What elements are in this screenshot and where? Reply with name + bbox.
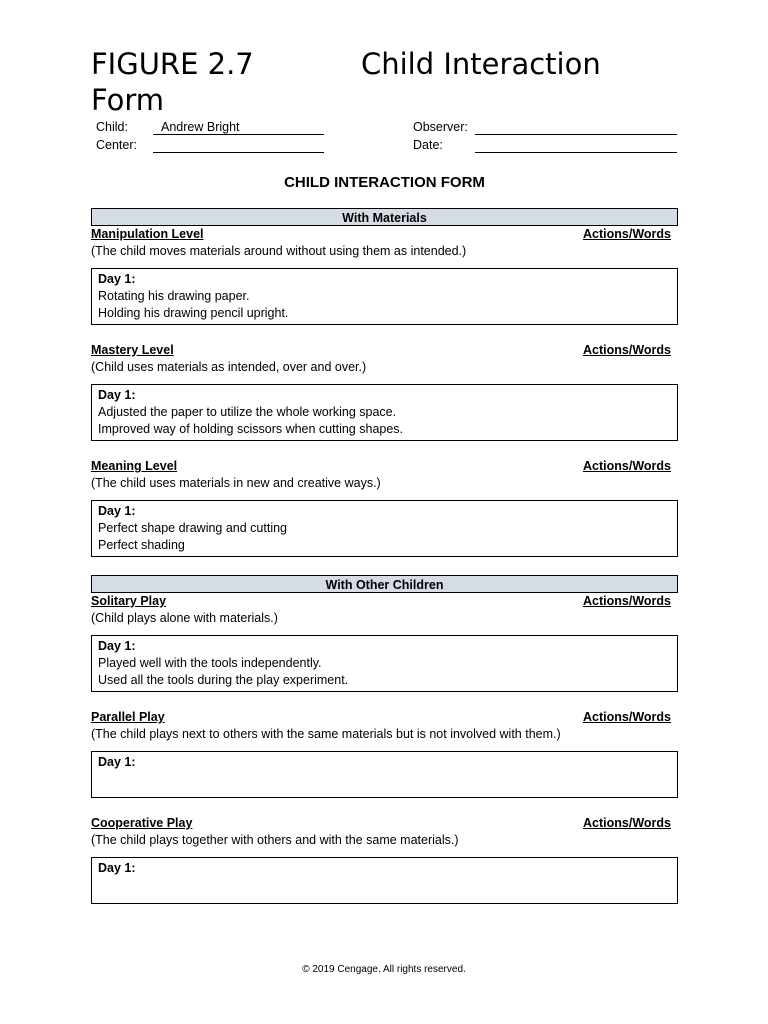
level-title: Meaning Level xyxy=(91,459,178,473)
actions-words-label: Actions/Words xyxy=(583,227,671,241)
center-field[interactable] xyxy=(153,138,324,153)
center-label: Center: xyxy=(96,138,137,152)
level-title: Manipulation Level xyxy=(91,227,204,241)
observation-box[interactable] xyxy=(91,384,678,441)
observer-field[interactable] xyxy=(475,120,677,135)
form-heading: CHILD INTERACTION FORM xyxy=(284,174,485,191)
level-title: Solitary Play xyxy=(91,594,167,608)
level-description: (Child uses materials as intended, over and over.) xyxy=(91,360,367,374)
level-title: Mastery Level xyxy=(91,343,174,357)
observer-label: Observer: xyxy=(413,120,468,134)
level-header xyxy=(91,458,678,475)
level-description: (The child plays next to others with the same materials but is not involved with them.) xyxy=(91,727,561,741)
actions-words-label: Actions/Words xyxy=(583,343,671,357)
figure-name: Child Interaction xyxy=(361,47,601,81)
form-page xyxy=(91,46,678,904)
section-bar: With Materials xyxy=(91,208,678,226)
day-label: Day 1: xyxy=(98,861,136,875)
level-description: (The child moves materials around without using them as intended.) xyxy=(91,244,467,258)
copyright-footer: © 2019 Cengage. All rights reserved. xyxy=(302,964,466,975)
level-title: Parallel Play xyxy=(91,710,165,724)
level-description: (The child uses materials in new and creative ways.) xyxy=(91,476,381,490)
day-label: Day 1: xyxy=(98,272,136,286)
level-title: Cooperative Play xyxy=(91,816,193,830)
level-header xyxy=(91,815,678,832)
section-bar: With Other Children xyxy=(91,575,678,593)
actions-words-label: Actions/Words xyxy=(583,710,671,724)
actions-words-label: Actions/Words xyxy=(583,816,671,830)
level-header xyxy=(91,226,678,243)
actions-words-label: Actions/Words xyxy=(583,459,671,473)
figure-title xyxy=(91,46,678,118)
header-fields xyxy=(91,118,678,156)
observation-line: Used all the tools during the play experiment. xyxy=(98,673,349,687)
observation-line: Adjusted the paper to utilize the whole working space. xyxy=(98,405,397,419)
observation-line: Holding his drawing pencil upright. xyxy=(98,306,289,320)
observation-line: Perfect shape drawing and cutting xyxy=(98,521,288,535)
level-header xyxy=(91,593,678,610)
observation-line: Perfect shading xyxy=(98,538,185,552)
figure-name-continued: Form xyxy=(91,83,165,117)
observation-box[interactable] xyxy=(91,500,678,557)
date-field[interactable] xyxy=(475,138,677,153)
figure-number: FIGURE 2.7 xyxy=(91,47,254,81)
observation-line: Rotating his drawing paper. xyxy=(98,289,250,303)
day-label: Day 1: xyxy=(98,755,136,769)
observation-box[interactable] xyxy=(91,857,678,904)
level-header xyxy=(91,709,678,726)
level-description: (The child plays together with others and with the same materials.) xyxy=(91,833,459,847)
day-label: Day 1: xyxy=(98,504,136,518)
observation-line: Played well with the tools independently. xyxy=(98,656,322,670)
level-description: (Child plays alone with materials.) xyxy=(91,611,278,625)
observation-box[interactable] xyxy=(91,268,678,325)
level-header xyxy=(91,342,678,359)
form-sections xyxy=(91,208,678,904)
observation-box[interactable] xyxy=(91,751,678,798)
child-field[interactable]: Andrew Bright xyxy=(153,120,324,135)
day-label: Day 1: xyxy=(98,639,136,653)
day-label: Day 1: xyxy=(98,388,136,402)
observation-line: Improved way of holding scissors when cutting shapes. xyxy=(98,422,404,436)
child-label: Child: xyxy=(96,120,128,134)
actions-words-label: Actions/Words xyxy=(583,594,671,608)
date-label: Date: xyxy=(413,138,443,152)
observation-box[interactable] xyxy=(91,635,678,692)
